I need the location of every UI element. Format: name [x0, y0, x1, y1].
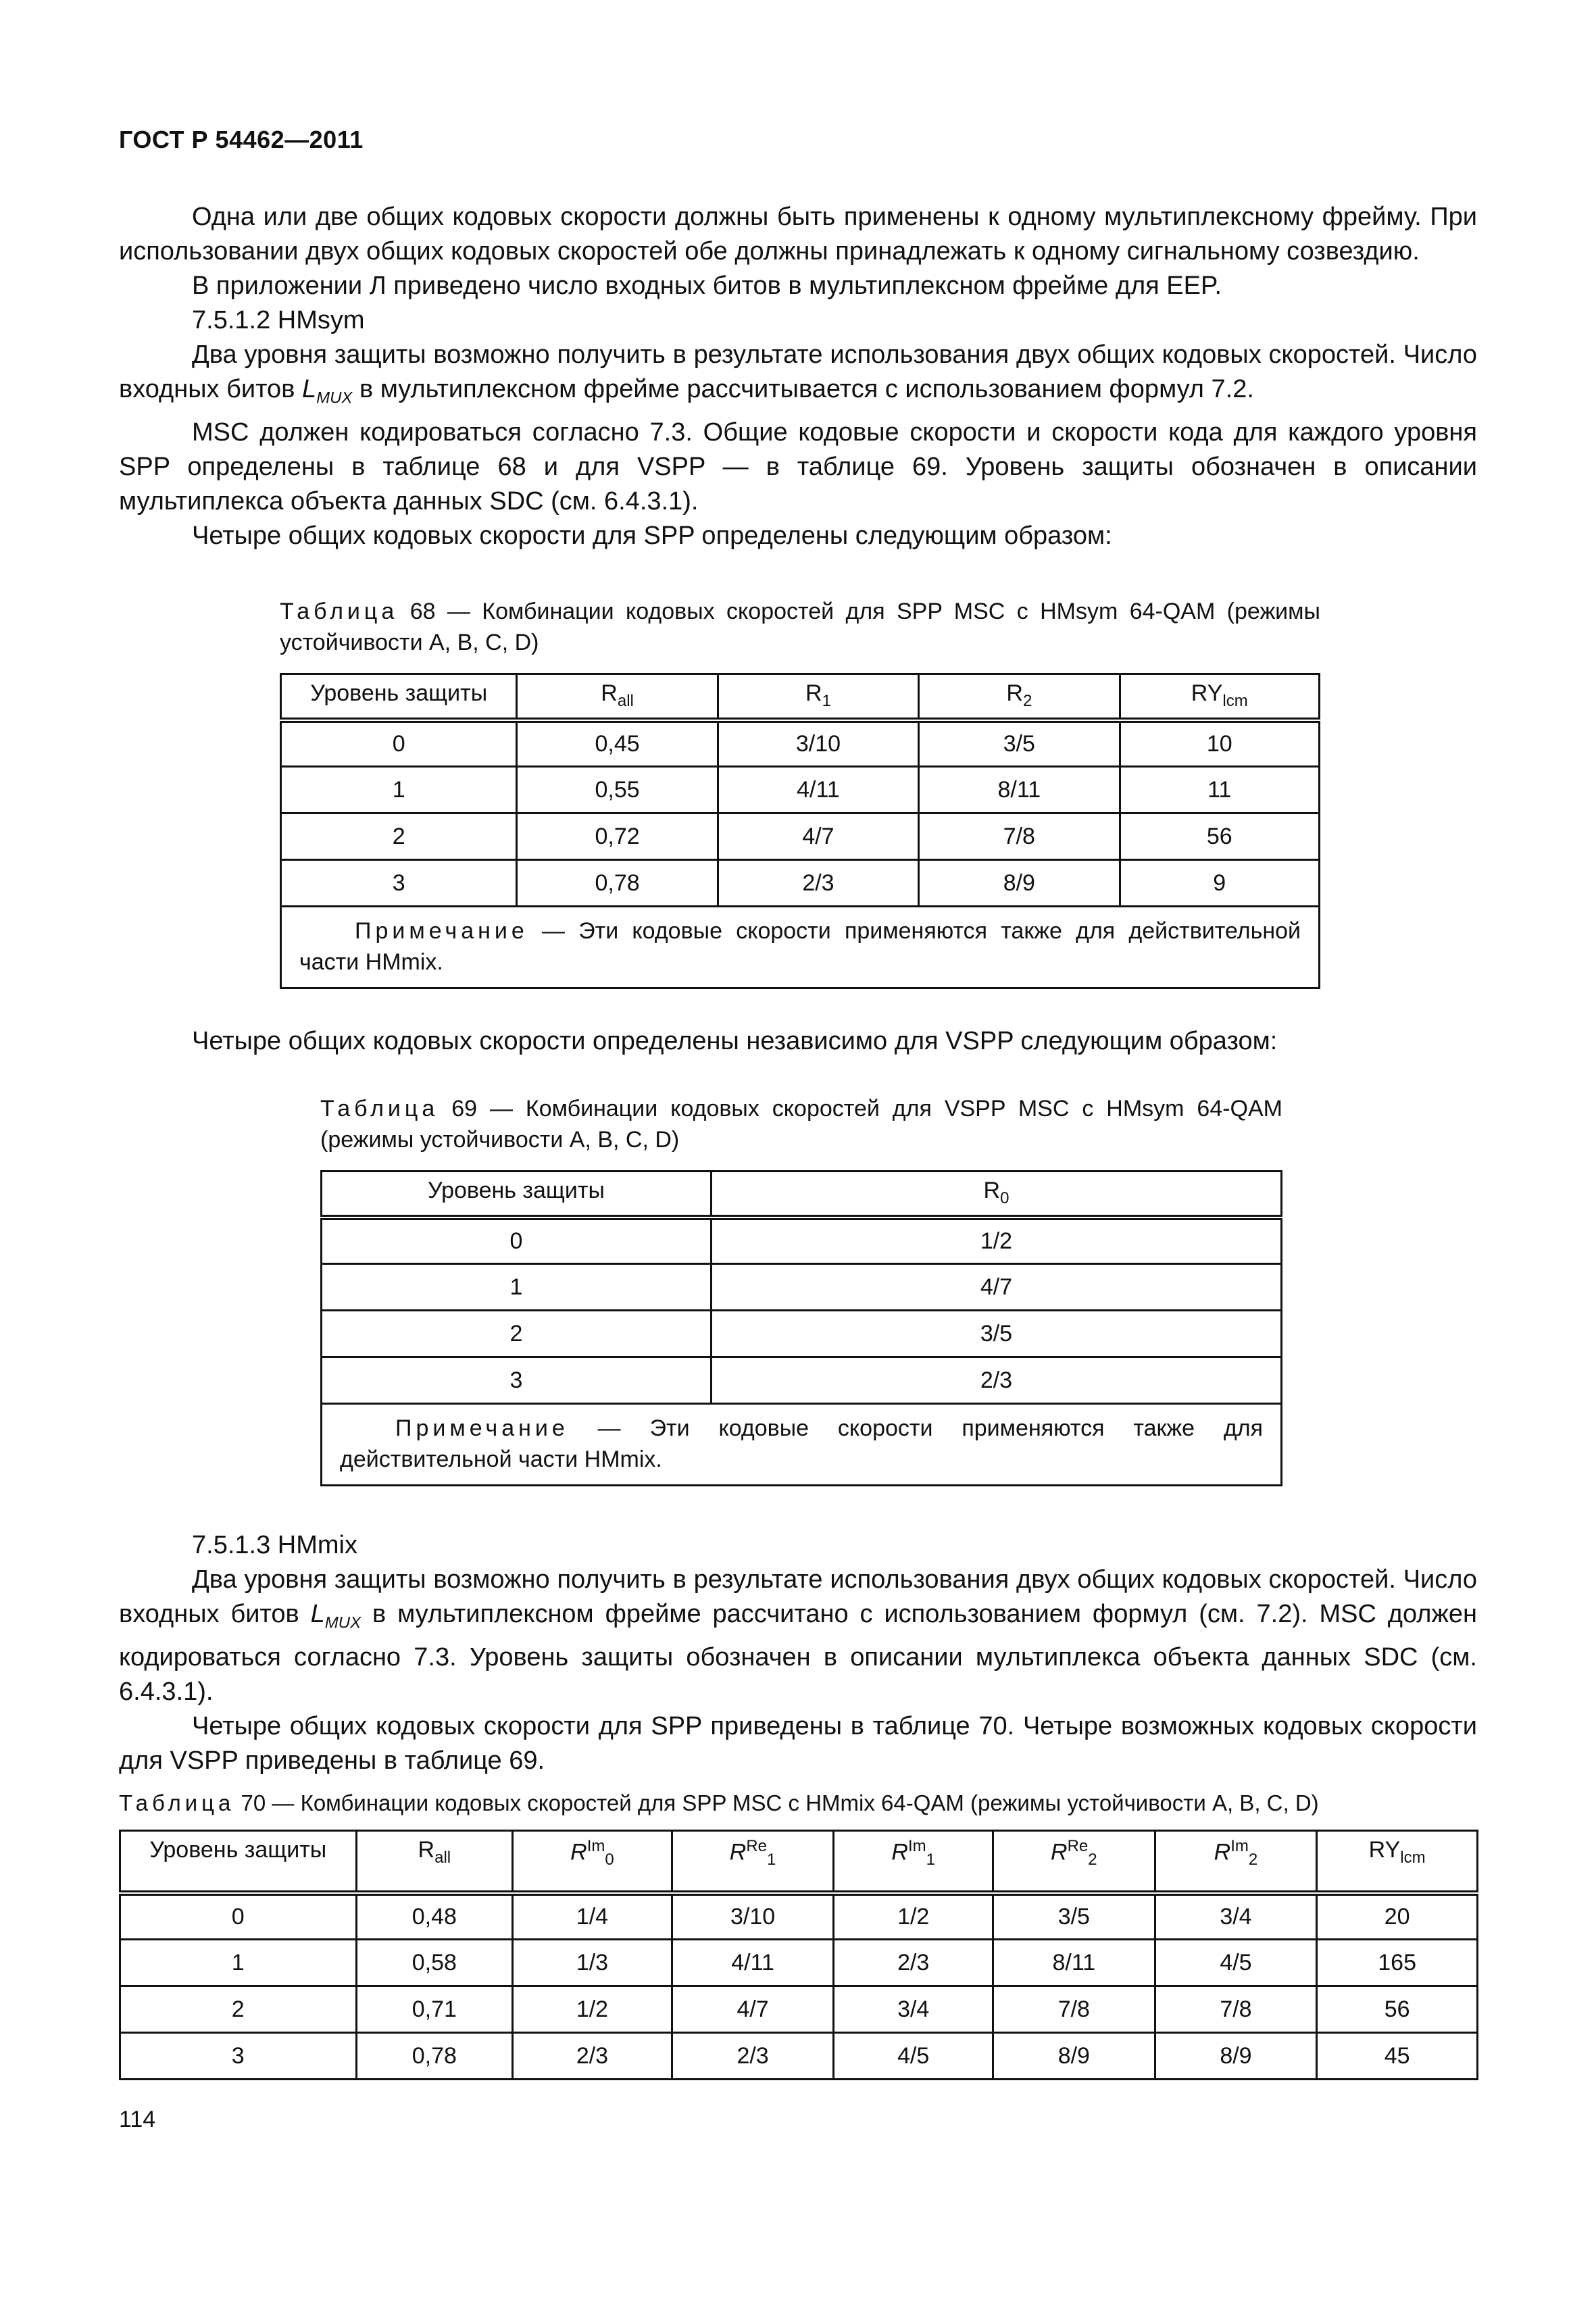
table-row: 3 0,78 2/3 8/9 9 — [281, 860, 1320, 907]
table-note-row — [322, 1404, 1282, 1486]
header-r2-im: $R^{Im}_2$ — [1155, 1831, 1317, 1893]
header-ry: $RY_{lcm}$ — [1317, 1831, 1478, 1893]
mid-text — [119, 1024, 1477, 1059]
table-header-row — [322, 1172, 1282, 1217]
document-header: ГОСТ Р 54462—2011 — [119, 126, 364, 153]
header-level: Уровень защиты — [120, 1831, 357, 1893]
header-r1-re: $R^{Re}_1$ — [672, 1831, 834, 1893]
intro-text — [119, 200, 1477, 553]
intro-paragraph-4: MSC должен кодироваться согласно 7.3. Общие кодовые скорости и скорости кода для каждого уровня SPP определены в таблице 68 и для VSPP — в таблице 69. Уровень защиты обозначен в описании мультиплекса объекта данных SDC (см. 6.4.3.1). — [119, 418, 1477, 515]
header-rall: $R_{all}$ — [356, 1831, 513, 1893]
hmmix-paragraph-2: Четыре общих кодовых скорости для SPP приведены в таблице 70. Четыре возможных кодовых скорости для VSPP приведены в таблице 69. — [119, 1711, 1477, 1775]
intro-paragraph-1: Одна или две общих кодовых скорости должны быть применены к одному мультиплексному фрейму. При использовании двух общих кодовых скоростей обе должны принадлежать к одному сигнальному созвездию. — [119, 203, 1477, 266]
header-r2-re: $R^{Re}_2$ — [993, 1831, 1155, 1893]
header-level: Уровень защиты — [281, 674, 517, 720]
table-row: 0 0,48 1/4 3/10 1/2 3/5 3/4 20 — [120, 1893, 1478, 1940]
table69-note: Примечание — Эти кодовые скорости применяются также для действительной части HMmix. — [322, 1404, 1282, 1486]
table-row: 2 0,72 4/7 7/8 56 — [281, 813, 1320, 860]
intro-paragraph-2: В приложении Л приведено число входных битов в мультиплексном фрейме для EEP. — [192, 272, 1222, 300]
table-row: 2 3/5 — [322, 1311, 1282, 1357]
table-row: 2 0,71 1/2 4/7 3/4 7/8 7/8 56 — [120, 1986, 1478, 2033]
header-r0: $R_0$ — [711, 1172, 1281, 1217]
header-r1: $R_1$ — [718, 674, 918, 720]
table68 — [280, 673, 1320, 989]
mid-paragraph: Четыре общих кодовых скорости определены независимо для VSPP следующим образом: — [192, 1027, 1278, 1055]
header-r0-im: $R^{Im}_0$ — [513, 1831, 672, 1893]
table-row: 0 1/2 — [322, 1217, 1282, 1264]
header-r2: $R_2$ — [919, 674, 1120, 720]
table-note-row — [281, 907, 1320, 988]
table68-caption: Таблица 68 — Комбинации кодовых скоростей для SPP MSC с HMsym 64-QAM (режимы устойчивости A, B, C, D) — [280, 599, 1320, 655]
section-heading-hmmix: 7.5.1.3 HMmix — [192, 1531, 357, 1559]
table-row: 3 0,78 2/3 2/3 4/5 8/9 8/9 45 — [120, 2033, 1478, 2080]
table70-caption: Таблица 70 — Комбинации кодовых скоростей для SPP MSC с HMmix 64-QAM (режимы устойчивости A, B, C, D) — [119, 1790, 1319, 1815]
hmmix-section — [119, 1528, 1477, 1778]
table69 — [320, 1170, 1282, 1486]
table-row: 1 0,58 1/3 4/11 2/3 8/11 4/5 165 — [120, 1940, 1478, 1986]
header-r1-im: $R^{Im}_1$ — [834, 1831, 993, 1893]
intro-paragraph-3: Два уровня защиты возможно получить в результате использования двух общих кодовых скоростей. Число входных битов $L_{MUX}$ в мультиплексном фрейме рассчитывается с использованием формул 7.2. — [119, 341, 1477, 407]
table70 — [119, 1830, 1478, 2080]
table69-caption: Таблица 69 — Комбинации кодовых скоростей для VSPP MSC с HMsym 64-QAM (режимы устойчивости A, B, C, D) — [320, 1096, 1282, 1153]
table-row: 3 2/3 — [322, 1357, 1282, 1404]
intro-paragraph-5: Четыре общих кодовых скорости для SPP определены следующим образом: — [192, 521, 1112, 550]
table-row: 1 0,55 4/11 8/11 11 — [281, 767, 1320, 813]
table-header-row — [120, 1831, 1478, 1893]
table-row: 1 4/7 — [322, 1264, 1282, 1311]
table-header-row — [281, 674, 1320, 720]
table-row: 0 0,45 3/10 3/5 10 — [281, 720, 1320, 767]
page-number: 114 — [119, 2107, 156, 2132]
section-heading-hmsym: 7.5.1.2 HMsym — [192, 306, 365, 334]
hmmix-paragraph-1: Два уровня защиты возможно получить в результате использования двух общих кодовых скоростей. Число входных битов $L_{MUX}$ в мультиплексном фрейме рассчитано с использованием формул (см. 7.2). MSC должен кодироваться согласно 7.3. Уровень защиты обозначен в описании мультиплекса объекта данных SDC (см. 6.4.3.1). — [119, 1565, 1477, 1706]
header-rall: $R_{all}$ — [517, 674, 718, 720]
header-level: Уровень защиты — [322, 1172, 712, 1217]
header-ry: $RY_{lcm}$ — [1120, 674, 1319, 720]
table68-note: Примечание — Эти кодовые скорости применяются также для действительной части HMmix. — [281, 907, 1320, 988]
